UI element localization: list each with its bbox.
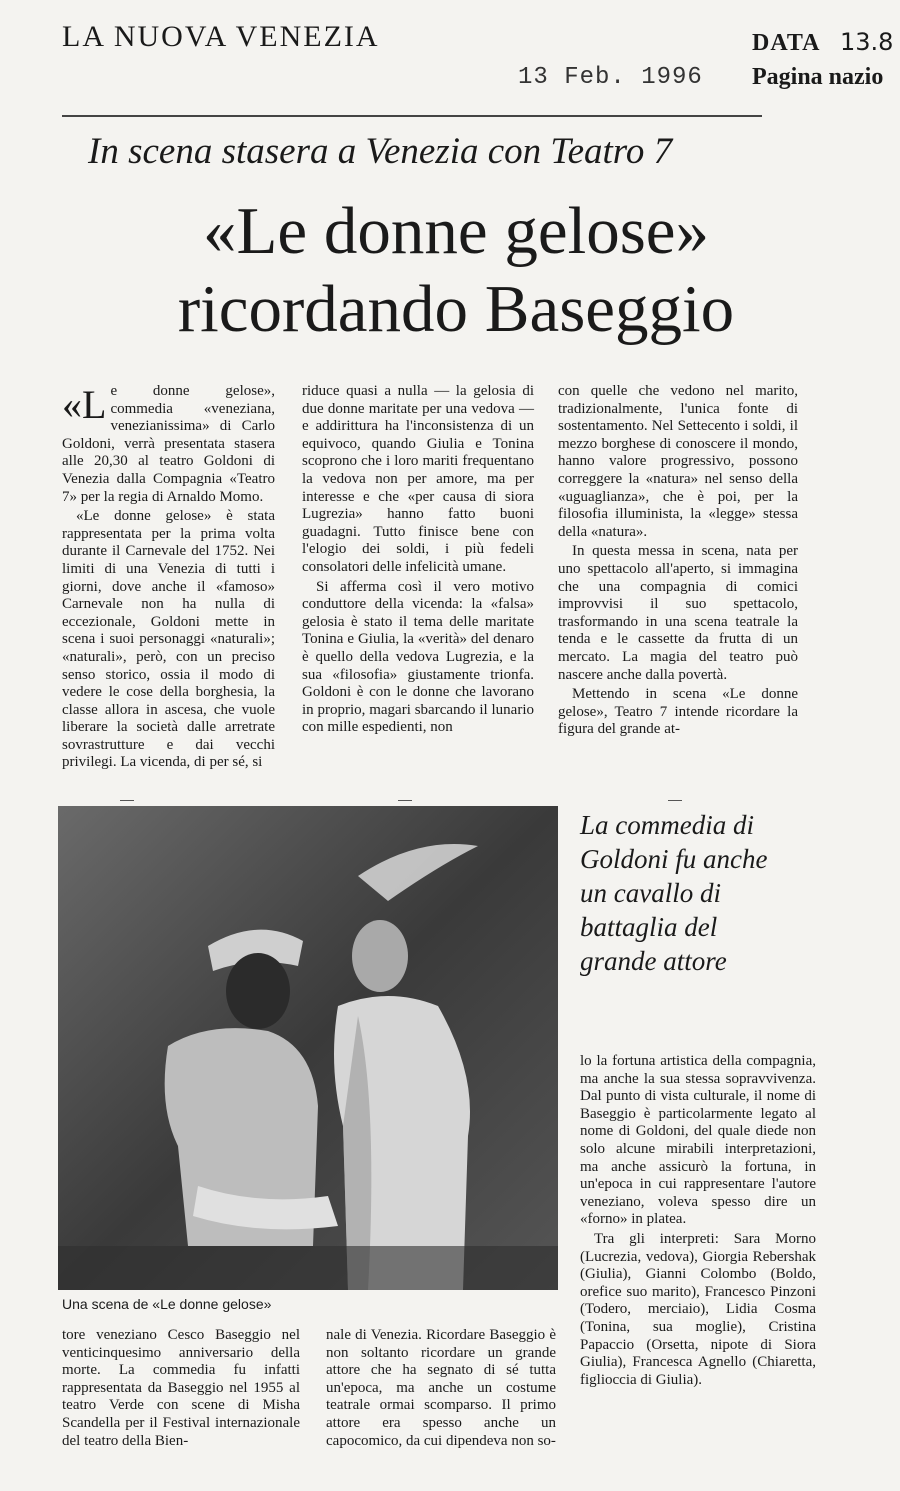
text-column-2	[302, 383, 534, 739]
paragraph: tore veneziano Cesco Baseggio nel venticinquesimo anniversario della morte. La commedia fu infatti rappresentata da Baseggio nel 1955 al teatro Verde con scene di Misha Scandella per il Festival internazionale del teatro della Bien-	[62, 1327, 300, 1449]
paragraph: riduce quasi a nulla — la gelosia di due donne maritate per una vedova — e addirittura ha l'inconsistenza di un equivoco, quando Giulia e Tonina scoprono che i loro mariti frequentano la vedova non per amore, ma per interesse e che «per causa di siora Lugrezia» hanno fatto buoni guadagni. Tutto finisce bene con l'elogio dei soldi, i più fedeli consolatori delle infelicità umane.	[302, 383, 534, 575]
separator	[398, 800, 412, 801]
stamp-date: 13 Feb. 1996	[518, 64, 703, 91]
separator	[120, 800, 134, 801]
text-column-bottom-1	[62, 1327, 300, 1452]
scene-photo	[58, 806, 558, 1290]
data-label: DATA	[752, 30, 821, 56]
paragraph: Si afferma così il vero motivo conduttore della vicenda: la «falsa» gelosia è stato il tema delle maritate Tonina e Giulia, la «verità» del denaro è quello della vedova Lugrezia, e la sua «filosofia» giustamente trionfa. Goldoni è con le donne che lavorano in proprio, magari sbarcando il lunario con mille espedienti, non	[302, 578, 534, 736]
photo-caption: Una scena de «Le donne gelose»	[62, 1296, 272, 1312]
text-column-1	[62, 383, 275, 774]
article-kicker: In scena stasera a Venezia con Teatro 7	[88, 131, 673, 172]
paragraph-text: e donne gelose», commedia «veneziana, venezianissima» di Carlo Goldoni, verrà presentata stasera alle 20,30 al teatro Goldoni di Venezia dalla Compagnia «Teatro 7» per la regia di Arnaldo Momo.	[62, 383, 275, 505]
page-label: Pagina nazio	[752, 64, 884, 90]
masthead: LA NUOVA VENEZIA	[62, 20, 380, 53]
paragraph: nale di Venezia. Ricordare Baseggio è non soltanto ricordare un grande attore che ha segnato di sé tutta un'epoca, ma anche un costume teatrale ormai scomparso. Il primo attore era spesso anche un capocomico, da cui dipendeva non so-	[326, 1327, 556, 1449]
pull-quote: La commedia di Goldoni fu anche un cavallo di battaglia del grande attore	[580, 810, 768, 976]
paragraph: con quelle che vedono nel marito, tradizionalmente, l'unica fonte di sostentamento. Nel Settecento i soldi, il mezzo borghese di conoscere il mondo, hanno valore progressivo, possono correggere la «natura» nel senso della «uguaglianza», che è poi, per la filosofia illuminista, la «legge» stessa della «natura».	[558, 383, 798, 540]
paragraph: Tra gli interpreti: Sara Morno (Lucrezia, vedova), Giorgia Rebershak (Giulia), Gianni Colombo (Boldo, orefice suo marito), Francesco Pinzoni (Todero, merciaio), Lidia Cosma (Tonina, sua moglie), Cristina Papaccio (Orsetta, nipote di Siora Giulia), Francesca Agnello (Chiaretta, figlioccia di Giulia).	[580, 1230, 816, 1388]
paragraph: «Le donne gelose» è stata rappresentata per la prima volta durante il Carnevale del 1752. Nei limiti di una Venezia di tutti i giorni, dove anche il «famoso» Carnevale non ha nulla di eccezionale, Goldoni mette in scena i suoi personaggi «naturali»; «naturali», però, con un preciso senso storico, ossia il modo di vedere le cose della borghesia, la classe allora in ascesa, che vuole liberare la società dalle arretrate sovrastrutture e dai vecchi privilegi. La vicenda, di per sé, si	[62, 508, 275, 771]
text-column-bottom-2	[326, 1327, 556, 1452]
handwritten-date: 13.8	[840, 28, 894, 56]
paragraph	[62, 383, 275, 506]
header-rule	[62, 115, 762, 117]
paragraph: lo la fortuna artistica della compagnia, ma anche la sua stessa sopravvivenza. Dal punto di vista culturale, il nome di Baseggio è particolarmente legato al nome di Goldoni, del quale diede non solo alcune mirabili interpretazioni, ma anche assicurò la fortuna, in un'epoca in cui rappresentare l'autore veneziano, voleva spesso dire un «forno» in platea.	[580, 1053, 816, 1228]
headline-line-2: ricordando Baseggio	[177, 272, 735, 346]
paragraph: Mettendo in scena «Le donne gelose», Teatro 7 intende ricordare la figura del grande at-	[558, 686, 798, 738]
text-column-right	[580, 1053, 816, 1391]
dropcap: «L	[62, 382, 107, 427]
separator	[668, 800, 682, 801]
headline-line-1: «Le donne gelose»	[202, 194, 710, 268]
photo-illustration	[58, 806, 558, 1290]
article-headline	[76, 192, 836, 348]
text-column-3	[558, 383, 798, 741]
paragraph: In questa messa in scena, nata per uno spettacolo all'aperto, si immagina che una compagnia di comici improvvisi il suo spettacolo, trasformando in una scena teatrale la tenda e le cassette da frutta di un mercato. La magia del teatro può nascere anche dalla povertà.	[558, 543, 798, 683]
